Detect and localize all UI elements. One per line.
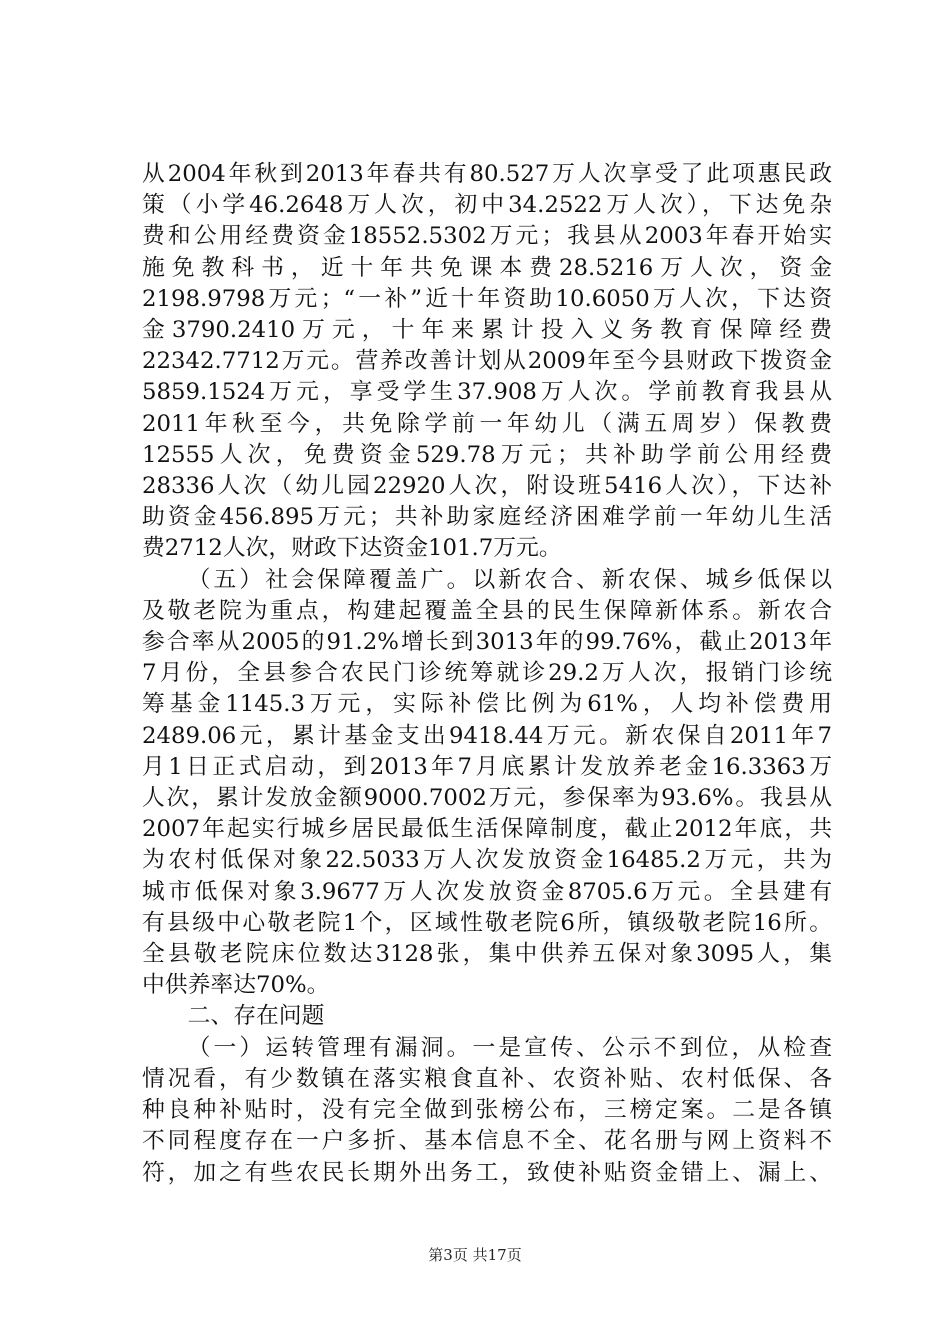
text-line: 28336人次（幼儿园22920人次，附设班5416人次），下达补	[142, 473, 832, 500]
text-line: 5859.1524万元，享受学生37.908万人次。学前教育我县从	[142, 379, 832, 406]
text-line: 城市低保对象3.9677万人次发放资金8705.6万元。全县建有	[142, 878, 832, 905]
body-text	[142, 159, 832, 1189]
text-line: 金3790.2410万元，十年来累计投入义务教育保障经费	[142, 317, 832, 344]
text-line: 参合率从2005的91.2%增长到3013年的99.76%，截止2013年	[142, 629, 832, 656]
text-line: 为农村低保对象22.5033万人次发放资金16485.2万元，共为	[142, 847, 832, 874]
section-heading: 二、存在问题	[187, 1003, 325, 1030]
text-line: 费和公用经费资金18552.5302万元；我县从2003年春开始实	[142, 223, 832, 250]
text-line: 符，加之有些农民长期外出务工，致使补贴资金错上、漏上、	[142, 1159, 832, 1186]
text-line: 全县敬老院床位数达3128张，集中供养五保对象3095人，集	[142, 941, 832, 968]
text-line: 有县级中心敬老院1个，区域性敬老院6所，镇级敬老院16所。	[142, 909, 832, 936]
text-line: 种良种补贴时，没有完全做到张榜公布，三榜定案。二是各镇	[142, 1097, 832, 1124]
text-line: 月1日正式启动，到2013年7月底累计发放养老金16.3363万	[142, 753, 832, 780]
text-line: 12555人次，免费资金529.78万元；共补助学前公用经费	[142, 441, 832, 468]
text-line: 人次，累计发放金额9000.7002万元，参保率为93.6%。我县从	[142, 785, 832, 812]
text-line: 施免教科书，近十年共免课本费28.5216万人次，资金	[142, 254, 832, 281]
text-line: 7月份，全县参合农民门诊统筹就诊29.2万人次，报销门诊统	[142, 660, 832, 687]
text-line: 策（小学46.2648万人次，初中34.2522万人次），下达免杂	[142, 192, 832, 219]
text-line: 22342.7712万元。营养改善计划从2009年至今县财政下拨资金	[142, 348, 832, 375]
text-line: 中供养率达70%。	[142, 972, 330, 999]
text-line: 2011年秋至今，共免除学前一年幼儿（满五周岁）保教费	[142, 410, 832, 437]
text-line: 费2712人次，财政下达资金101.7万元。	[142, 535, 562, 562]
text-line: 助资金456.895万元；共补助家庭经济困难学前一年幼儿生活	[142, 504, 832, 531]
text-line: 筹基金1145.3万元，实际补偿比例为61%，人均补偿费用	[142, 691, 832, 718]
text-line: （一）运转管理有漏洞。一是宣传、公示不到位，从检查	[187, 1034, 832, 1061]
text-line: 2489.06元，累计基金支出9418.44万元。新农保自2011年7	[142, 722, 832, 749]
text-line: 2198.9798万元；“一补”近十年资助10.6050万人次，下达资	[142, 285, 832, 312]
text-line: 2007年起实行城乡居民最低生活保障制度，截止2012年底，共	[142, 816, 832, 843]
text-line: 情况看，有少数镇在落实粮食直补、农资补贴、农村低保、各	[142, 1065, 832, 1092]
text-line: 不同程度存在一户多折、基本信息不全、花名册与网上资料不	[142, 1128, 832, 1155]
page-number-footer: 第3页 共17页	[428, 1246, 522, 1264]
text-line: 从2004年秋到2013年春共有80.527万人次享受了此项惠民政	[142, 161, 832, 187]
text-line: 及敬老院为重点，构建起覆盖全县的民生保障新体系。新农合	[142, 597, 832, 624]
text-line: （五）社会保障覆盖广。以新农合、新农保、城乡低保以	[187, 566, 832, 593]
